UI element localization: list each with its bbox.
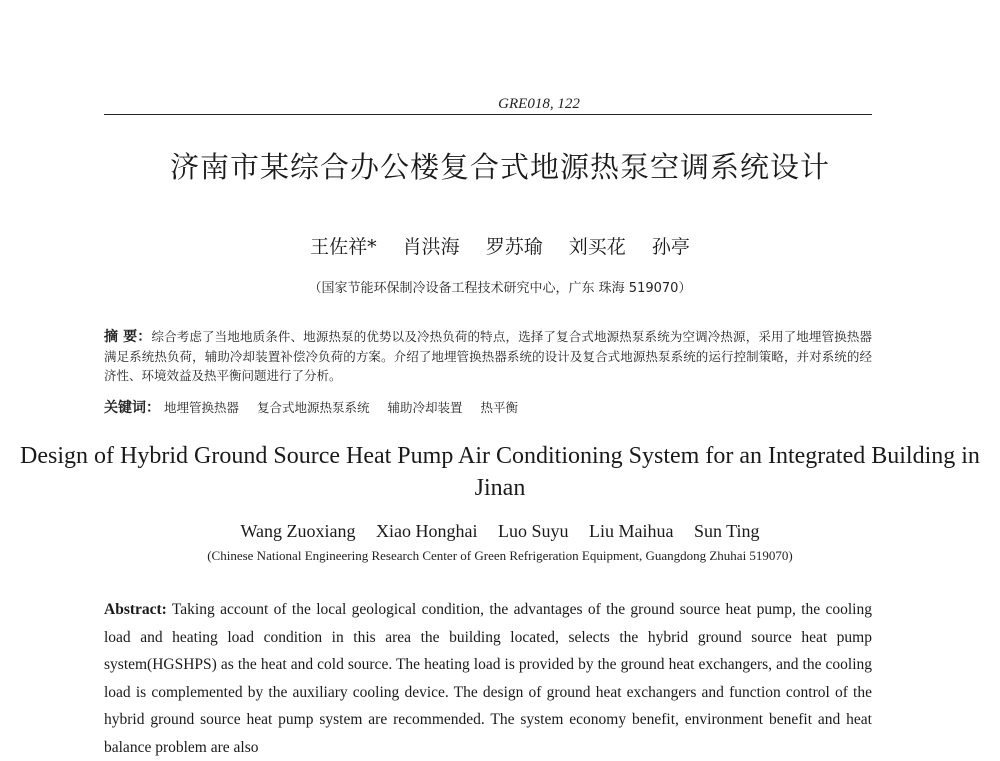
chinese-author: 罗苏瑜 [485, 236, 543, 258]
chinese-author: 肖洪海 [402, 236, 460, 258]
keyword: 热平衡 [480, 400, 518, 415]
english-authors [0, 521, 1000, 542]
chinese-author: 孙亭 [651, 236, 690, 258]
english-author: Sun Ting [693, 521, 760, 541]
english-affiliation: (Chinese National Engineering Research Center of Green Refrigeration Equipment, Guangdong Zhuhai 519070) [207, 548, 793, 563]
chinese-abstract-label: 摘 要： [104, 329, 152, 345]
keyword: 复合式地源热泵系统 [256, 400, 370, 415]
english-author: Luo Suyu [497, 521, 569, 541]
english-abstract [104, 596, 872, 761]
chinese-author: 刘买花 [568, 236, 626, 258]
chinese-affiliation: （国家节能环保制冷设备工程技术研究中心，广东 珠海 519070） [308, 281, 692, 296]
journal-reference: GRE018, 122 [498, 96, 580, 112]
english-author: Wang Zuoxiang [240, 521, 356, 541]
chinese-authors [0, 232, 1000, 259]
chinese-abstract-text: 综合考虑了当地地质条件、地源热泵的优势以及冷热负荷的特点，选择了复合式地源热泵系统为空调冷热源，采用了地埋管换热器满足系统热负荷，辅助冷却装置补偿冷负荷的方案。介绍了地埋管换热器系统的设计及复合式地源热泵系统的运行控制策略，并对系统的经济性、环境效益及热平衡问题进行了分析。 [104, 329, 872, 383]
chinese-title: 济南市某综合办公楼复合式地源热泵空调系统设计 [169, 150, 830, 184]
english-author: Liu Maihua [588, 521, 674, 541]
keyword: 辅助冷却装置 [387, 400, 463, 415]
chinese-abstract [104, 327, 872, 385]
english-author: Xiao Honghai [375, 521, 478, 541]
english-title: Design of Hybrid Ground Source Heat Pump Air Conditioning System for an Integrated Building in Jinan [20, 443, 980, 501]
chinese-keywords [104, 397, 872, 417]
chinese-keywords-label: 关键词： [104, 400, 160, 416]
chinese-author: 王佐祥* [310, 236, 377, 258]
header-rule [104, 114, 872, 115]
english-abstract-label: Abstract: [104, 601, 167, 618]
english-abstract-text: Taking account of the local geological condition, the advantages of the ground source heat pump, the cooling load and heating load condition in this area the building located, selects the hybrid ground source heat pump system(HGSHPS) as the heat and cold source. The heating load is provided by the ground heat exchangers, and the cooling load is complemented by the auxiliary cooling device. The design of ground heat exchangers and function control of the hybrid ground source heat pump system are recommended. The system economy benefit, environment benefit and heat balance problem are also [104, 601, 872, 756]
keyword: 地埋管换热器 [163, 400, 239, 415]
